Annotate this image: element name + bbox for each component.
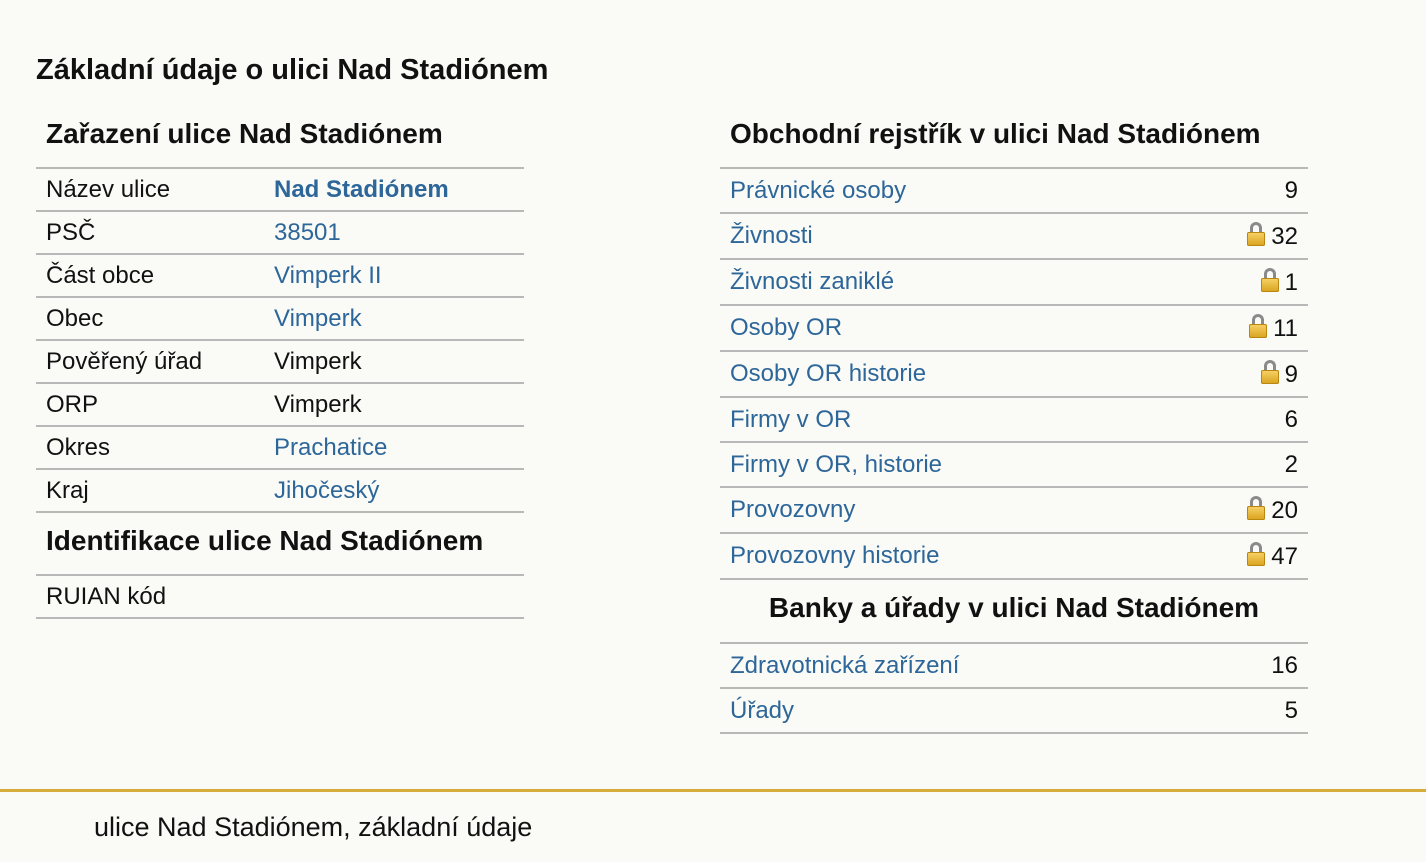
row-count: [1171, 213, 1308, 259]
cast-obce-link[interactable]: Vimperk II: [274, 261, 382, 289]
table-row: [720, 168, 1308, 213]
urady-link[interactable]: Úřady: [730, 696, 795, 724]
footer-text: ulice Nad Stadiónem, základní údaje: [94, 812, 533, 842]
left-column: [36, 112, 524, 619]
table-row: [720, 351, 1308, 397]
count-value: 6: [1284, 405, 1298, 433]
lock-icon: [1247, 542, 1265, 566]
row-key: Část obce: [46, 261, 155, 289]
row-key: Obec: [46, 304, 104, 332]
lock-icon: [1249, 314, 1267, 338]
row-label[interactable]: [720, 397, 1171, 442]
row-key: Název ulice: [46, 175, 171, 203]
count-value: 16: [1271, 651, 1298, 679]
page-title: Základní údaje o ulici Nad Stadiónem: [36, 54, 549, 86]
count-value: 47: [1271, 542, 1298, 570]
row-count: [1171, 487, 1308, 533]
row-value[interactable]: [264, 211, 524, 254]
row-key: Kraj: [46, 476, 89, 504]
zivnosti-link[interactable]: Živnosti: [730, 222, 813, 249]
row-count: [1171, 442, 1308, 487]
count-value: 11: [1273, 314, 1298, 342]
banky-table: [720, 642, 1308, 734]
banky-title: Banky a úřady v ulici Nad Stadiónem: [768, 592, 1260, 623]
obchodni-table: [720, 167, 1308, 580]
row-count: [1215, 688, 1308, 733]
row-label[interactable]: [720, 351, 1171, 397]
table-row: [720, 305, 1308, 351]
row-value[interactable]: [264, 168, 524, 211]
row-label[interactable]: [720, 168, 1171, 213]
row-value[interactable]: [264, 469, 524, 512]
row-count: [1171, 351, 1308, 397]
table-row: [720, 643, 1308, 688]
count-value: 20: [1271, 496, 1298, 524]
okres-link[interactable]: Prachatice: [274, 433, 388, 461]
table-row: [720, 213, 1308, 259]
lock-icon: [1247, 222, 1265, 246]
table-row: [720, 259, 1308, 305]
table-row: [36, 383, 524, 426]
zdravotnicka-zarizeni-link[interactable]: Zdravotnická zařízení: [730, 651, 960, 679]
row-key: PSČ: [46, 218, 96, 246]
table-row: [720, 533, 1308, 579]
lock-icon: [1261, 360, 1279, 384]
count-value: 9: [1284, 176, 1298, 204]
firmy-v-or-link[interactable]: Firmy v OR: [730, 405, 852, 433]
street-name-link[interactable]: Nad Stadiónem: [274, 175, 449, 203]
row-count: [1171, 533, 1308, 579]
provozovny-historie-link[interactable]: Provozovny historie: [730, 542, 940, 569]
row-value[interactable]: [264, 297, 524, 340]
row-key: RUIAN kód: [46, 582, 167, 610]
row-key: ORP: [46, 390, 99, 418]
row-label[interactable]: [720, 442, 1171, 487]
row-value[interactable]: [264, 426, 524, 469]
identifikace-table: [36, 574, 524, 619]
psc-link[interactable]: 38501: [274, 218, 341, 246]
row-label[interactable]: [720, 533, 1171, 579]
row-value: Vimperk: [274, 347, 362, 375]
table-row: [36, 168, 524, 211]
row-label[interactable]: [720, 259, 1171, 305]
table-row: [720, 487, 1308, 533]
pravnicke-osoby-link[interactable]: Právnické osoby: [730, 176, 907, 204]
zarazeni-table: [36, 167, 524, 513]
footer-divider: [0, 789, 1426, 792]
row-label[interactable]: [720, 213, 1171, 259]
lock-icon: [1261, 268, 1279, 292]
row-label[interactable]: [720, 487, 1171, 533]
table-row: [720, 688, 1308, 733]
row-label[interactable]: [720, 305, 1171, 351]
count-value: 9: [1284, 360, 1298, 388]
table-row: [36, 469, 524, 512]
firmy-v-or-historie-link[interactable]: Firmy v OR, historie: [730, 450, 943, 478]
count-value: 2: [1284, 450, 1298, 478]
table-row: [36, 426, 524, 469]
osoby-or-historie-link[interactable]: Osoby OR historie: [730, 360, 927, 387]
lock-icon: [1247, 496, 1265, 520]
row-count: [1171, 305, 1308, 351]
row-label[interactable]: [720, 688, 1215, 733]
kraj-link[interactable]: Jihočeský: [274, 476, 380, 504]
table-row: [36, 254, 524, 297]
right-column: [720, 112, 1308, 734]
row-key: Okres: [46, 433, 111, 461]
row-key: Pověřený úřad: [46, 347, 203, 375]
table-row: [36, 575, 524, 618]
row-count: [1171, 259, 1308, 305]
row-label[interactable]: [720, 643, 1215, 688]
provozovny-link[interactable]: Provozovny: [730, 496, 856, 523]
row-value[interactable]: [264, 254, 524, 297]
obec-link[interactable]: Vimperk: [274, 304, 362, 332]
table-row: [36, 297, 524, 340]
table-row: [720, 442, 1308, 487]
osoby-or-link[interactable]: Osoby OR: [730, 314, 843, 341]
table-row: [36, 211, 524, 254]
count-value: 1: [1284, 268, 1298, 296]
zarazeni-title: Zařazení ulice Nad Stadiónem: [46, 118, 443, 149]
row-count: [1171, 397, 1308, 442]
count-value: 32: [1271, 222, 1298, 250]
table-row: [720, 397, 1308, 442]
table-row: [36, 340, 524, 383]
zivnosti-zanikle-link[interactable]: Živnosti zaniklé: [730, 268, 895, 295]
row-count: [1215, 643, 1308, 688]
count-value: 5: [1284, 696, 1298, 724]
row-value: Vimperk: [274, 390, 362, 418]
row-count: [1171, 168, 1308, 213]
identifikace-title: Identifikace ulice Nad Stadiónem: [46, 525, 484, 556]
row-value: [264, 575, 524, 618]
obchodni-title: Obchodní rejstřík v ulici Nad Stadiónem: [730, 118, 1261, 149]
